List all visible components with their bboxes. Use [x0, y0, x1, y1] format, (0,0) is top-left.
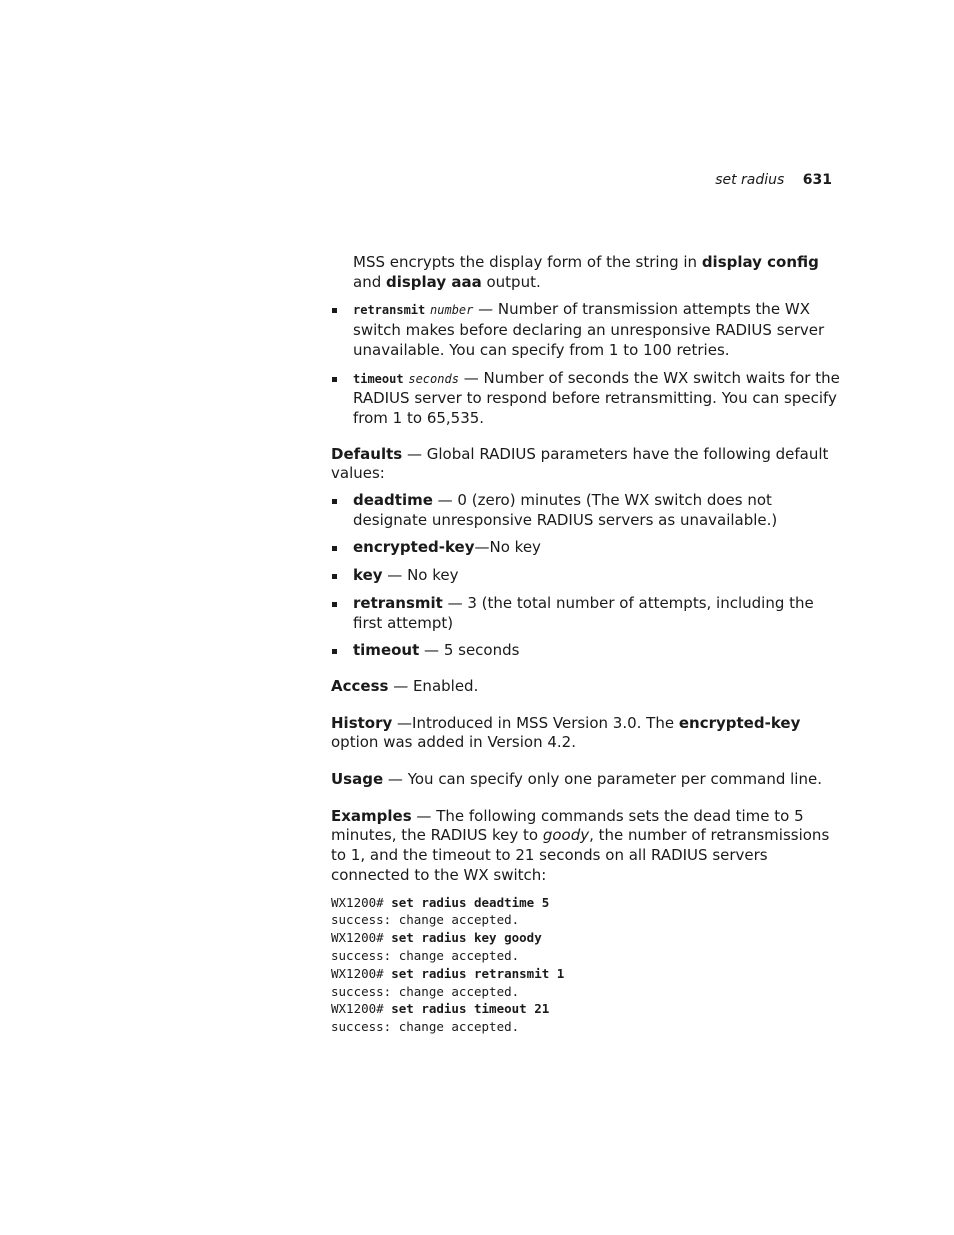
cli-response: success: change accepted.: [331, 947, 520, 963]
parameter-list: [331, 300, 841, 428]
default-key: key — No key: [331, 566, 841, 586]
display-aaa-term: display aaa: [386, 272, 482, 291]
code-line: [331, 965, 841, 983]
param-keyword: timeout: [353, 371, 404, 386]
default-timeout: timeout — 5 seconds: [331, 641, 841, 661]
defaults-paragraph: Defaults — Global RADIUS parameters have the following default values:: [331, 444, 829, 483]
param-argument: seconds: [408, 371, 459, 386]
examples-label: Examples: [331, 806, 412, 825]
code-line: [331, 1000, 841, 1018]
usage-paragraph: Usage — You can specify only one parameter per command line.: [331, 770, 822, 789]
history-label: History: [331, 713, 393, 732]
cli-response: success: change accepted.: [331, 983, 520, 999]
running-header: [715, 171, 832, 189]
cli-response: success: change accepted.: [331, 1019, 520, 1035]
code-example: [331, 894, 841, 1036]
intro-paragraph: MSS encrypts the display form of the string in display config and display aaa output.: [353, 253, 819, 291]
cli-command: set radius retransmit 1: [391, 965, 565, 981]
cli-prompt: WX1200#: [331, 894, 392, 910]
cli-response: success: change accepted.: [331, 912, 520, 928]
cli-prompt: WX1200#: [331, 930, 392, 946]
cli-prompt: WX1200#: [331, 1001, 392, 1017]
history-paragraph: History —Introduced in MSS Version 3.0. The encrypted-key option was added in Version 4.2.: [331, 713, 801, 752]
display-config-term: display config: [701, 253, 819, 271]
default-encrypted-key: encrypted-key—No key: [331, 538, 841, 558]
examples-paragraph: Examples — The following commands sets the dead time to 5 minutes, the RADIUS key to goody, the number of retransmissions to 1, and the timeout to 21 seconds on all RADIUS servers connected to the WX switch:: [331, 806, 830, 884]
code-line: [331, 894, 841, 912]
section-title: set radius: [715, 172, 785, 188]
default-retransmit: retransmit — 3 (the total number of attempts, including the first attempt): [331, 594, 841, 633]
param-description: — Number of transmission attempts the WX switch makes before declaring an unresponsive RADIUS server unavailable. You can specify from 1 to 100 retries.: [353, 300, 825, 359]
code-line: [331, 983, 841, 1001]
default-deadtime: deadtime — 0 (zero) minutes (The WX switch does not designate unresponsive RADIUS servers as unavailable.): [331, 491, 841, 530]
cli-prompt: WX1200#: [331, 965, 392, 981]
param-retransmit: [331, 300, 841, 360]
param-timeout: [331, 369, 841, 429]
access-paragraph: Access — Enabled.: [331, 676, 479, 695]
page-number: 631: [802, 172, 832, 188]
param-argument: number: [430, 303, 474, 318]
code-line: [331, 1018, 841, 1036]
defaults-list: [331, 491, 841, 661]
page-content: [331, 253, 841, 1036]
param-keyword: retransmit: [353, 303, 426, 318]
encrypted-key-term: encrypted-key: [678, 713, 801, 732]
code-line: [331, 947, 841, 965]
access-label: Access: [331, 676, 389, 695]
usage-label: Usage: [331, 770, 384, 789]
cli-command: set radius timeout 21: [391, 1001, 550, 1017]
code-line: [331, 929, 841, 947]
cli-command: set radius key goody: [391, 930, 542, 946]
param-description: — Number of seconds the WX switch waits for the RADIUS server to respond before retransmitting. You can specify from 1 to 65,535.: [353, 368, 840, 427]
cli-command: set radius deadtime 5: [391, 894, 550, 910]
code-line: [331, 911, 841, 929]
example-key-value: goody: [542, 826, 590, 845]
defaults-label: Defaults: [331, 444, 403, 463]
